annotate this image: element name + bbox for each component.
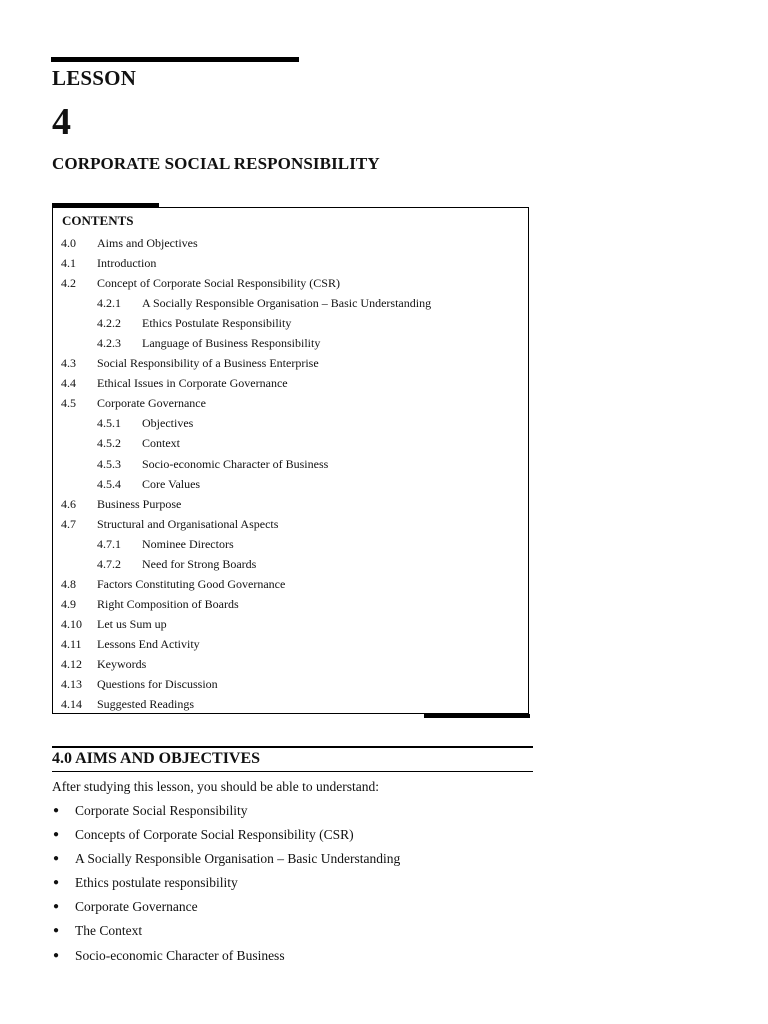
toc-item-number: 4.5.4 bbox=[97, 476, 121, 491]
toc-item bbox=[53, 273, 528, 293]
lesson-title: CORPORATE SOCIAL RESPONSIBILITY bbox=[52, 154, 380, 173]
toc-item-number: 4.3 bbox=[61, 356, 76, 371]
contents-bottom-bar bbox=[424, 714, 530, 718]
toc-item-text: Lessons End Activity bbox=[97, 636, 200, 651]
bullet-text: Ethics postulate responsibility bbox=[75, 875, 238, 891]
bullet-icon: ● bbox=[53, 949, 60, 961]
top-rule bbox=[51, 57, 299, 62]
toc-item-number: 4.13 bbox=[61, 677, 82, 692]
toc-item-text: Introduction bbox=[97, 256, 157, 271]
toc-item-text: Right Composition of Boards bbox=[97, 596, 239, 611]
toc-item-number: 4.2.3 bbox=[97, 336, 121, 351]
toc-item-text: Structural and Organisational Aspects bbox=[97, 516, 279, 531]
contents-heading: CONTENTS bbox=[62, 213, 134, 228]
toc-item-text: Context bbox=[142, 436, 180, 451]
lesson-number: 4 bbox=[52, 101, 71, 143]
toc-item-number: 4.7.1 bbox=[97, 536, 121, 551]
toc-item-text: Nominee Directors bbox=[142, 536, 234, 551]
toc-item-number: 4.7 bbox=[61, 516, 76, 531]
toc-item-text: Keywords bbox=[97, 656, 147, 671]
bullet-icon: ● bbox=[53, 877, 60, 889]
toc-item-number: 4.5.3 bbox=[97, 456, 121, 471]
toc-item-text: Let us Sum up bbox=[97, 616, 167, 631]
toc-item-number: 4.10 bbox=[61, 616, 82, 631]
toc-item-number: 4.11 bbox=[61, 636, 82, 651]
toc-item-text: Social Responsibility of a Business Enterprise bbox=[97, 356, 319, 371]
toc-item bbox=[53, 454, 528, 474]
toc-item-text: Objectives bbox=[142, 416, 194, 431]
toc-item-number: 4.6 bbox=[61, 496, 76, 511]
toc-item-text: Core Values bbox=[142, 476, 201, 491]
toc-item bbox=[53, 534, 528, 554]
toc-item-number: 4.2.1 bbox=[97, 296, 121, 311]
toc-item bbox=[53, 413, 528, 433]
toc-item-text: Need for Strong Boards bbox=[142, 556, 257, 571]
toc-item bbox=[53, 373, 528, 393]
toc-item bbox=[53, 614, 528, 634]
contents-list bbox=[53, 233, 528, 714]
toc-item bbox=[53, 253, 528, 273]
toc-item-text: Ethics Postulate Responsibility bbox=[142, 316, 292, 331]
toc-item-text: Concept of Corporate Social Responsibility (CSR) bbox=[97, 276, 340, 291]
section-heading: 4.0 AIMS AND OBJECTIVES bbox=[52, 750, 261, 767]
toc-item bbox=[53, 494, 528, 514]
toc-item-text: Corporate Governance bbox=[97, 396, 206, 411]
toc-item-text: Business Purpose bbox=[97, 496, 182, 511]
toc-item bbox=[53, 233, 528, 253]
bullet-text: Concepts of Corporate Social Responsibility (CSR) bbox=[75, 827, 354, 843]
toc-item-number: 4.1 bbox=[61, 256, 76, 271]
toc-item-text: Aims and Objectives bbox=[97, 236, 198, 250]
toc-item bbox=[53, 654, 528, 674]
toc-item-number: 4.14 bbox=[61, 697, 82, 712]
section-rule-top bbox=[52, 746, 533, 748]
toc-item-number: 4.5 bbox=[61, 396, 76, 411]
toc-item-text: Ethical Issues in Corporate Governance bbox=[97, 376, 288, 391]
toc-item-text: Language of Business Responsibility bbox=[142, 336, 321, 351]
toc-item bbox=[53, 554, 528, 574]
toc-item-number: 4.2 bbox=[61, 276, 76, 291]
toc-item bbox=[53, 393, 528, 413]
toc-item-text: Questions for Discussion bbox=[97, 677, 218, 692]
bullet-text: Corporate Governance bbox=[75, 899, 198, 915]
bullet-text: Corporate Social Responsibility bbox=[75, 803, 248, 818]
toc-item-number: 4.5.1 bbox=[97, 416, 121, 431]
toc-item-number: 4.5.2 bbox=[97, 436, 121, 451]
toc-item bbox=[53, 694, 528, 714]
lesson-label: LESSON bbox=[52, 66, 137, 90]
bullet-icon: ● bbox=[53, 805, 60, 816]
contents-box bbox=[52, 207, 529, 714]
toc-item bbox=[53, 333, 528, 353]
toc-item bbox=[53, 594, 528, 614]
bullet-text: The Context bbox=[75, 923, 143, 939]
toc-item-number: 4.4 bbox=[61, 376, 76, 391]
toc-item-text: Suggested Readings bbox=[97, 697, 194, 712]
toc-item-number: 4.8 bbox=[61, 576, 76, 591]
toc-item bbox=[53, 474, 528, 494]
toc-item-number: 4.9 bbox=[61, 596, 76, 611]
toc-item-number: 4.2.2 bbox=[97, 316, 121, 331]
intro-text: After studying this lesson, you should be able to understand: bbox=[52, 779, 379, 794]
toc-item-text: A Socially Responsible Organisation – Basic Understanding bbox=[142, 296, 432, 311]
toc-item bbox=[53, 574, 528, 594]
toc-item bbox=[53, 353, 528, 373]
toc-item bbox=[53, 433, 528, 453]
toc-item bbox=[53, 674, 528, 694]
toc-item-text: Socio-economic Character of Business bbox=[142, 456, 329, 471]
section-rule-bottom bbox=[52, 771, 533, 772]
toc-item-number: 4.0 bbox=[61, 236, 76, 250]
bullet-icon: ● bbox=[53, 853, 60, 865]
toc-item bbox=[53, 514, 528, 534]
bullet-text: Socio-economic Character of Business bbox=[75, 947, 285, 963]
toc-item bbox=[53, 293, 528, 313]
toc-item-number: 4.12 bbox=[61, 656, 82, 671]
bullet-icon: ● bbox=[53, 901, 60, 913]
bullet-icon: ● bbox=[53, 925, 60, 937]
toc-item-text: Factors Constituting Good Governance bbox=[97, 576, 286, 591]
bullet-text: A Socially Responsible Organisation – Basic Understanding bbox=[75, 851, 401, 867]
toc-item-number: 4.7.2 bbox=[97, 556, 121, 571]
toc-item bbox=[53, 634, 528, 654]
bullet-icon: ● bbox=[53, 829, 60, 841]
toc-item bbox=[53, 313, 528, 333]
